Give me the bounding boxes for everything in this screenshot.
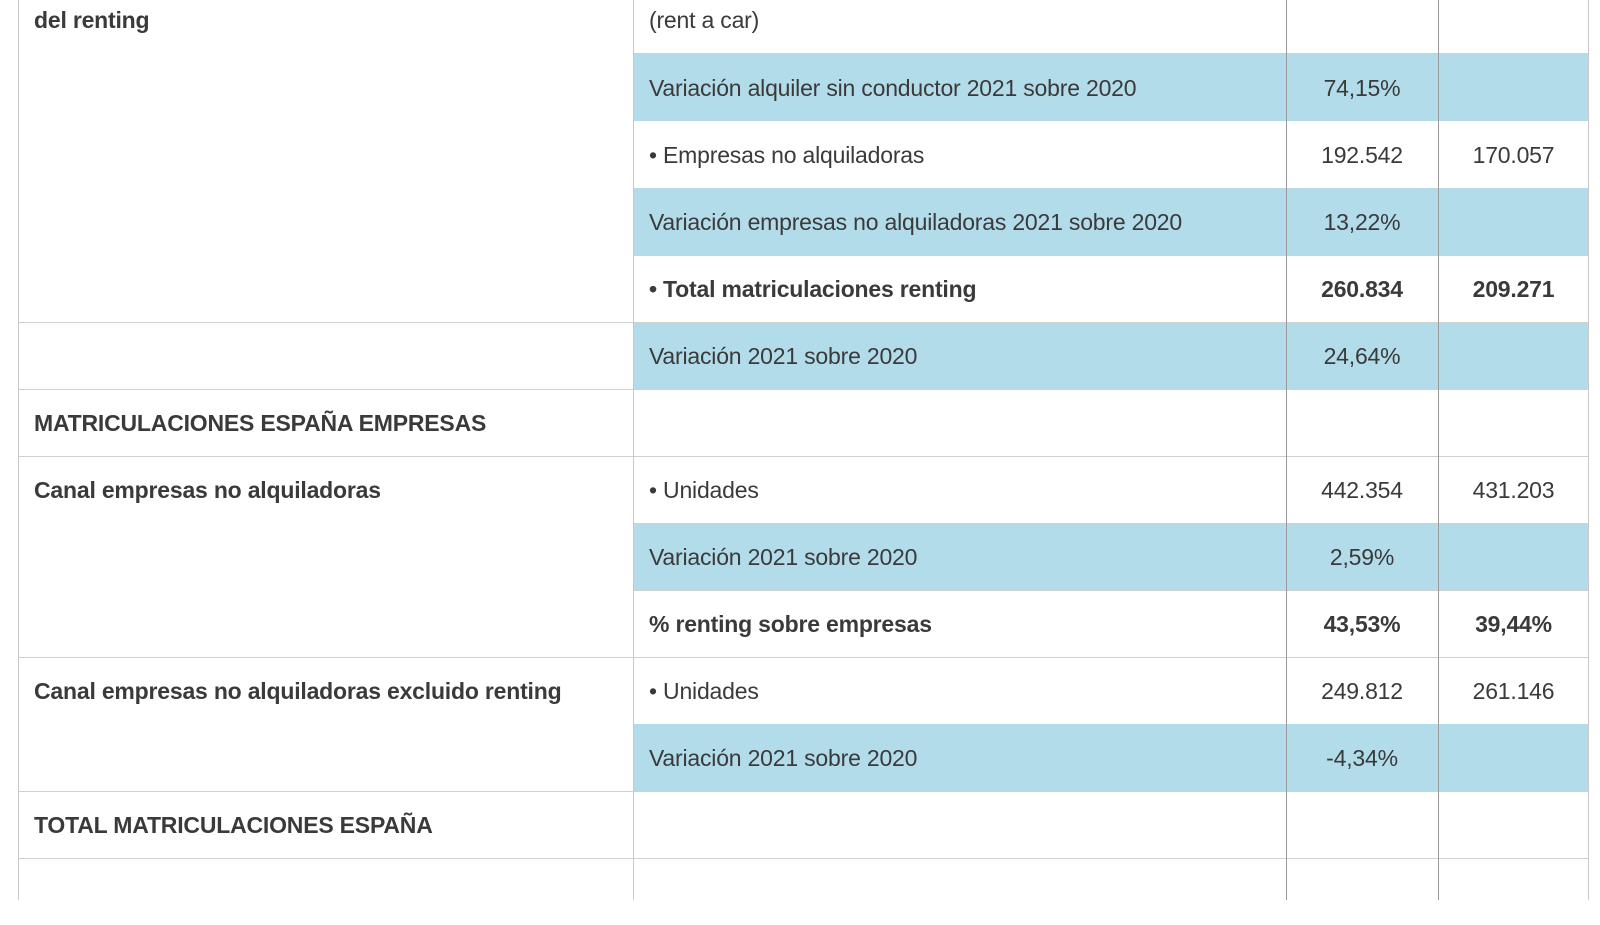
row-label — [18, 121, 633, 188]
value-2021 — [1286, 389, 1438, 456]
row-divider — [18, 791, 1589, 792]
row-label: del renting — [34, 7, 150, 33]
row-label: Canal empresas no alquiladoras — [34, 476, 381, 503]
row-divider — [18, 858, 1589, 859]
table-row — [18, 791, 1589, 858]
row-divider — [633, 590, 1589, 591]
column-divider — [1588, 0, 1589, 900]
value-2021 — [1286, 858, 1438, 925]
section-heading: MATRICULACIONES ESPAÑA EMPRESAS — [34, 409, 487, 436]
table-row — [18, 54, 1589, 121]
row-divider — [633, 53, 1589, 54]
value-2021: 43,53% — [1323, 610, 1401, 637]
value-2020 — [1438, 54, 1589, 121]
value-2021: 192.542 — [1321, 141, 1403, 168]
row-description: • Unidades — [649, 677, 759, 704]
row-description: • Empresas no alquiladoras — [649, 141, 925, 168]
value-2020: 209.271 — [1472, 275, 1555, 302]
value-2020: 431.203 — [1472, 476, 1555, 503]
value-2021: 2,59% — [1286, 523, 1438, 590]
value-2021: 249.812 — [1321, 677, 1403, 704]
row-divider — [633, 255, 1589, 256]
row-description — [633, 791, 1286, 858]
value-2020 — [1438, 523, 1589, 590]
value-2021: 442.354 — [1321, 476, 1403, 503]
row-label — [18, 523, 633, 590]
row-description: Variación 2021 sobre 2020 — [633, 523, 1286, 590]
table-row — [18, 657, 1589, 724]
column-divider — [633, 0, 634, 900]
row-description: Variación 2021 sobre 2020 — [633, 724, 1286, 791]
value-2020 — [1438, 322, 1589, 389]
column-divider — [1286, 0, 1287, 900]
value-2021: 260.834 — [1321, 275, 1403, 302]
row-description — [633, 389, 1286, 456]
value-2020: 170.057 — [1472, 141, 1555, 168]
row-divider — [18, 456, 1589, 457]
value-2020 — [1438, 0, 1589, 53]
value-2020 — [1438, 188, 1589, 255]
value-2020 — [1438, 389, 1589, 456]
table-row — [18, 724, 1589, 791]
row-divider — [18, 322, 1589, 323]
value-2020 — [1438, 791, 1589, 858]
table-row — [18, 0, 1589, 53]
table-row — [18, 121, 1589, 188]
row-description: • Unidades — [649, 476, 759, 503]
value-2021 — [1286, 0, 1438, 53]
value-2021: -4,34% — [1286, 724, 1438, 791]
column-divider — [18, 0, 19, 900]
table-row — [18, 456, 1589, 523]
row-divider — [18, 657, 1589, 658]
row-label — [18, 858, 633, 925]
row-description — [633, 858, 1286, 925]
row-divider — [18, 389, 1589, 390]
table-row — [18, 858, 1589, 900]
row-label — [18, 590, 633, 657]
table-row — [18, 322, 1589, 389]
value-2021: 13,22% — [1286, 188, 1438, 255]
value-2020 — [1438, 724, 1589, 791]
row-label — [18, 724, 633, 791]
row-label: Canal empresas no alquiladoras excluido renting — [34, 677, 562, 704]
row-description: Variación empresas no alquiladoras 2021 sobre 2020 — [633, 188, 1286, 255]
table-row — [18, 389, 1589, 456]
value-2021: 24,64% — [1286, 322, 1438, 389]
value-2020: 39,44% — [1475, 610, 1552, 637]
row-description: Variación alquiler sin conductor 2021 sobre 2020 — [633, 54, 1286, 121]
table-row — [18, 590, 1589, 657]
column-divider — [1438, 0, 1439, 900]
value-2020: 261.146 — [1472, 677, 1555, 704]
row-label — [18, 322, 633, 389]
row-description: Variación 2021 sobre 2020 — [633, 322, 1286, 389]
row-label — [18, 188, 633, 255]
row-label — [18, 54, 633, 121]
row-description: • Total matriculaciones renting — [649, 275, 977, 302]
row-description: (rent a car) — [649, 7, 760, 33]
row-description: % renting sobre empresas — [649, 610, 932, 637]
table-row — [18, 188, 1589, 255]
value-2021 — [1286, 791, 1438, 858]
row-label — [18, 255, 633, 322]
value-2021: 74,15% — [1286, 54, 1438, 121]
section-heading: TOTAL MATRICULACIONES ESPAÑA — [34, 811, 433, 838]
table-row — [18, 523, 1589, 590]
table-row — [18, 255, 1589, 322]
value-2020 — [1438, 858, 1589, 925]
